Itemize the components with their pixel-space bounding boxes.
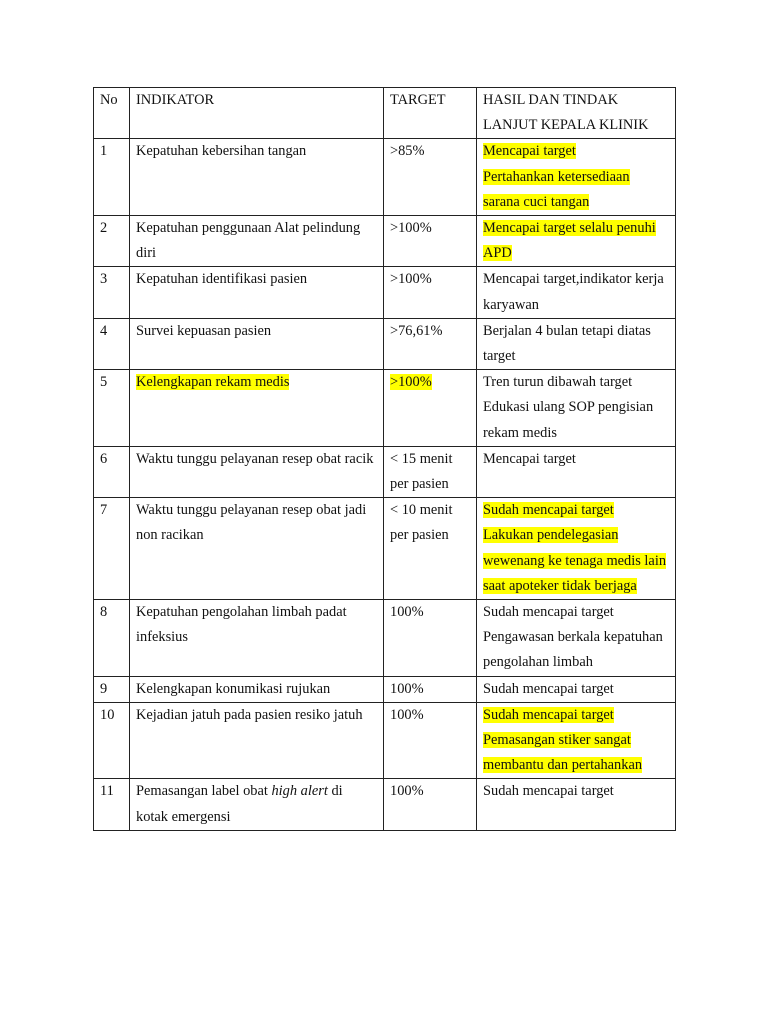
row-indikator: Kepatuhan identifikasi pasien <box>130 267 384 318</box>
row-indikator: Kejadian jatuh pada pasien resiko jatuh <box>130 702 384 779</box>
row-target: 100% <box>384 600 477 677</box>
row-no: 4 <box>94 318 130 369</box>
row-hasil: Sudah mencapai target <box>477 779 676 830</box>
hasil-line-highlighted: Pemasangan stiker sangat membantu dan pertahankan <box>483 732 643 774</box>
row-no: 1 <box>94 139 130 216</box>
row-indikator: Waktu tunggu pelayanan resep obat jadi non racikan <box>130 498 384 600</box>
hasil-line-highlighted: Sudah mencapai target <box>483 502 614 519</box>
row-no: 9 <box>94 676 130 702</box>
row-no: 3 <box>94 267 130 318</box>
row-target: < 15 menit per pasien <box>384 446 477 497</box>
table-row <box>94 676 676 702</box>
table-row <box>94 216 676 267</box>
row-hasil <box>477 370 676 447</box>
row-target: >100% <box>384 216 477 267</box>
hasil-line-highlighted: Mencapai target selalu penuhi APD <box>483 220 656 262</box>
row-indikator <box>130 370 384 447</box>
indikator-text-post: di kotak emergensi <box>136 783 343 825</box>
row-hasil: Berjalan 4 bulan tetapi diatas target <box>477 318 676 369</box>
row-hasil: Mencapai target <box>477 446 676 497</box>
table-row <box>94 600 676 677</box>
indikator-text-pre: Pemasangan label obat <box>136 783 272 800</box>
table-row <box>94 318 676 369</box>
row-target: >76,61% <box>384 318 477 369</box>
table-row <box>94 702 676 779</box>
row-indikator: Kelengkapan konumikasi rujukan <box>130 676 384 702</box>
hasil-line: Sudah mencapai target <box>483 604 614 621</box>
table-row <box>94 498 676 600</box>
row-indikator: Waktu tunggu pelayanan resep obat racik <box>130 446 384 497</box>
indikator-text-italic: high alert <box>271 783 328 800</box>
indikator-table <box>93 87 676 831</box>
row-target: 100% <box>384 676 477 702</box>
row-target: >100% <box>384 267 477 318</box>
hasil-line: Edukasi ulang SOP pengisian rekam medis <box>483 399 654 441</box>
table-row <box>94 446 676 497</box>
row-indikator: Kepatuhan penggunaan Alat pelindung diri <box>130 216 384 267</box>
row-target: >85% <box>384 139 477 216</box>
row-indikator <box>130 779 384 830</box>
row-no: 6 <box>94 446 130 497</box>
row-no: 5 <box>94 370 130 447</box>
hasil-line-highlighted: Lakukan pendelegasian wewenang ke tenaga medis lain saat apoteker tidak berjaga <box>483 527 667 594</box>
row-indikator: Kepatuhan pengolahan limbah padat infeksius <box>130 600 384 677</box>
hasil-line-highlighted: Pertahankan ketersediaan sarana cuci tangan <box>483 168 630 210</box>
row-no: 2 <box>94 216 130 267</box>
row-hasil: Sudah mencapai target <box>477 676 676 702</box>
row-target <box>384 370 477 447</box>
table-header-row <box>94 88 676 139</box>
table-row <box>94 779 676 830</box>
row-indikator: Survei kepuasan pasien <box>130 318 384 369</box>
hasil-line-highlighted: Sudah mencapai target <box>483 706 614 723</box>
hasil-line: Tren turun dibawah target <box>483 374 633 391</box>
row-no: 10 <box>94 702 130 779</box>
table-row <box>94 139 676 216</box>
row-target: 100% <box>384 702 477 779</box>
header-indikator: INDIKATOR <box>130 88 384 139</box>
row-target: 100% <box>384 779 477 830</box>
row-no: 11 <box>94 779 130 830</box>
target-highlighted: >100% <box>390 374 432 391</box>
hasil-line-highlighted: Mencapai target <box>483 143 576 160</box>
row-hasil <box>477 498 676 600</box>
row-target: < 10 menit per pasien <box>384 498 477 600</box>
table-row <box>94 267 676 318</box>
row-hasil <box>477 216 676 267</box>
header-target: TARGET <box>384 88 477 139</box>
row-indikator: Kepatuhan kebersihan tangan <box>130 139 384 216</box>
header-no: No <box>94 88 130 139</box>
row-hasil <box>477 139 676 216</box>
header-hasil: HASIL DAN TINDAK LANJUT KEPALA KLINIK <box>477 88 676 139</box>
row-hasil <box>477 702 676 779</box>
table-row <box>94 370 676 447</box>
row-hasil: Mencapai target,indikator kerja karyawan <box>477 267 676 318</box>
indikator-highlighted: Kelengkapan rekam medis <box>136 374 290 391</box>
row-hasil <box>477 600 676 677</box>
row-no: 7 <box>94 498 130 600</box>
row-no: 8 <box>94 600 130 677</box>
hasil-line: Pengawasan berkala kepatuhan pengolahan limbah <box>483 629 663 671</box>
